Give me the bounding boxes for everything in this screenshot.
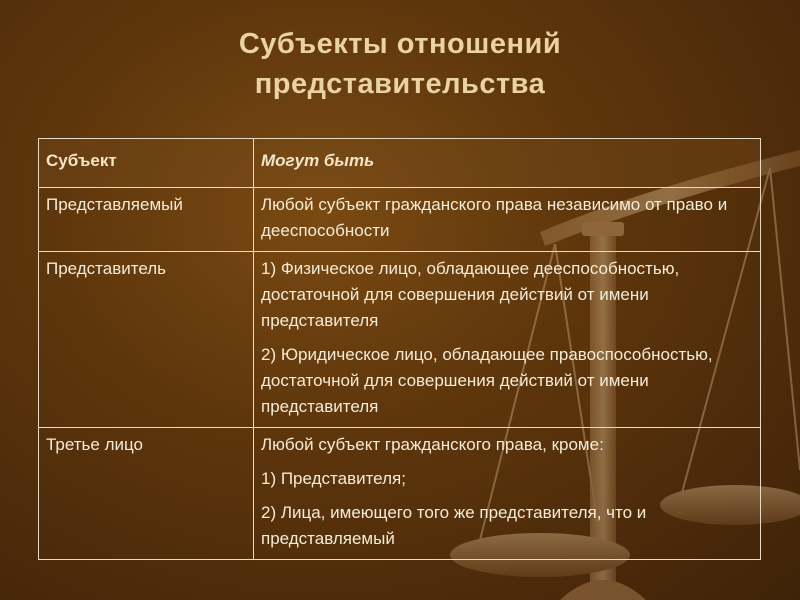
cell-details-third-party xyxy=(254,428,761,560)
cell-details-representative xyxy=(254,252,761,428)
column-header-subject: Субъект xyxy=(39,139,254,188)
cell-details-principal xyxy=(254,188,761,252)
column-header-may-be: Могут быть xyxy=(254,139,761,188)
table-row xyxy=(39,188,761,252)
detail-text: 1) Представителя; xyxy=(261,469,406,488)
detail-text: 2) Лица, имеющего того же представителя, что и представляемый xyxy=(261,503,647,548)
detail-text: 2) Юридическое лицо, обладающее правоспособностью, достаточной для совершения действий от имени представителя xyxy=(261,345,713,416)
slide-title xyxy=(0,24,800,104)
detail-text: 1) Физическое лицо, обладающее дееспособностью, достаточной для совершения действий от имени представителя xyxy=(261,259,680,330)
cell-subject-principal: Представляемый xyxy=(39,188,254,252)
detail-text: Любой субъект гражданского права независимо от право и дееспособности xyxy=(261,195,728,240)
slide-title-line-1: Субъекты отношений xyxy=(238,28,562,60)
subjects-table xyxy=(38,138,761,560)
table-row xyxy=(39,252,761,428)
slide-title-line-2: представительства xyxy=(254,68,546,100)
detail-text: Любой субъект гражданского права, кроме: xyxy=(261,435,604,454)
cell-subject-third-party: Третье лицо xyxy=(39,428,254,560)
table-header-row xyxy=(39,139,761,188)
table-row xyxy=(39,428,761,560)
cell-subject-representative: Представитель xyxy=(39,252,254,428)
